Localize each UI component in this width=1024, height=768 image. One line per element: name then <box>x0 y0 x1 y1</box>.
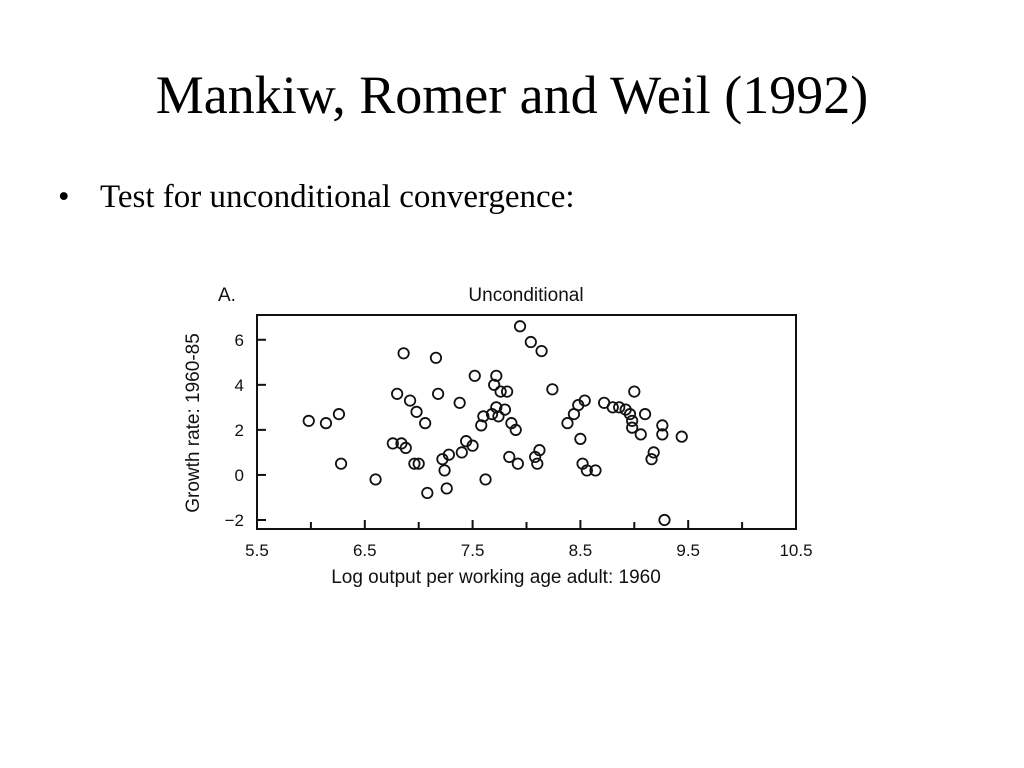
plot-frame <box>257 315 796 529</box>
data-point <box>457 447 467 457</box>
y-axis-label: Growth rate: 1960-85 <box>183 333 204 513</box>
data-point <box>398 348 408 358</box>
chart-title: Unconditional <box>468 285 584 306</box>
bullet-item <box>58 176 575 218</box>
data-point <box>526 337 536 347</box>
data-point <box>454 398 464 408</box>
data-point <box>515 321 525 331</box>
data-point <box>336 458 346 468</box>
data-point <box>480 474 490 484</box>
data-point <box>547 384 557 394</box>
y-tick-label: 0 <box>234 465 244 485</box>
data-point <box>334 409 344 419</box>
data-point <box>532 458 542 468</box>
y-tick-label: 6 <box>234 330 244 350</box>
x-tick-label: 10.5 <box>779 541 813 560</box>
bullet-text: Test for unconditional convergence: <box>100 179 575 215</box>
data-point <box>536 346 546 356</box>
data-point <box>513 458 523 468</box>
data-point <box>640 409 650 419</box>
data-point <box>433 389 443 399</box>
data-point <box>431 353 441 363</box>
chart-panel-label: A. <box>218 285 236 306</box>
data-point <box>470 371 480 381</box>
bullet-symbol: • <box>58 179 70 215</box>
x-axis-label: Log output per working age adult: 1960 <box>331 567 661 588</box>
data-points <box>304 321 687 525</box>
data-point <box>392 389 402 399</box>
data-point <box>636 429 646 439</box>
data-point <box>502 386 512 396</box>
scatter-chart <box>170 270 830 600</box>
data-point <box>575 434 585 444</box>
data-point <box>411 407 421 417</box>
x-tick-label: 8.5 <box>568 541 593 560</box>
data-point <box>649 447 659 457</box>
data-point <box>629 386 639 396</box>
x-axis <box>245 520 812 560</box>
slide-title: Mankiw, Romer and Weil (1992) <box>155 65 869 125</box>
chart-svg <box>170 270 830 600</box>
x-tick-label: 6.5 <box>352 541 377 560</box>
data-point <box>442 483 452 493</box>
x-tick-label: 9.5 <box>676 541 701 560</box>
y-tick-label: 2 <box>234 420 244 440</box>
x-tick-label: 7.5 <box>460 541 485 560</box>
data-point <box>304 416 314 426</box>
data-point <box>321 418 331 428</box>
data-point <box>614 402 624 412</box>
data-point <box>370 474 380 484</box>
data-point <box>439 465 449 475</box>
data-point <box>420 418 430 428</box>
y-tick-label: −2 <box>224 510 244 530</box>
data-point <box>677 431 687 441</box>
data-point <box>405 395 415 405</box>
y-tick-label: 4 <box>234 375 244 395</box>
data-point <box>646 454 656 464</box>
y-axis <box>225 331 266 530</box>
data-point <box>659 515 669 525</box>
data-point <box>422 488 432 498</box>
x-tick-label: 5.5 <box>245 541 269 560</box>
